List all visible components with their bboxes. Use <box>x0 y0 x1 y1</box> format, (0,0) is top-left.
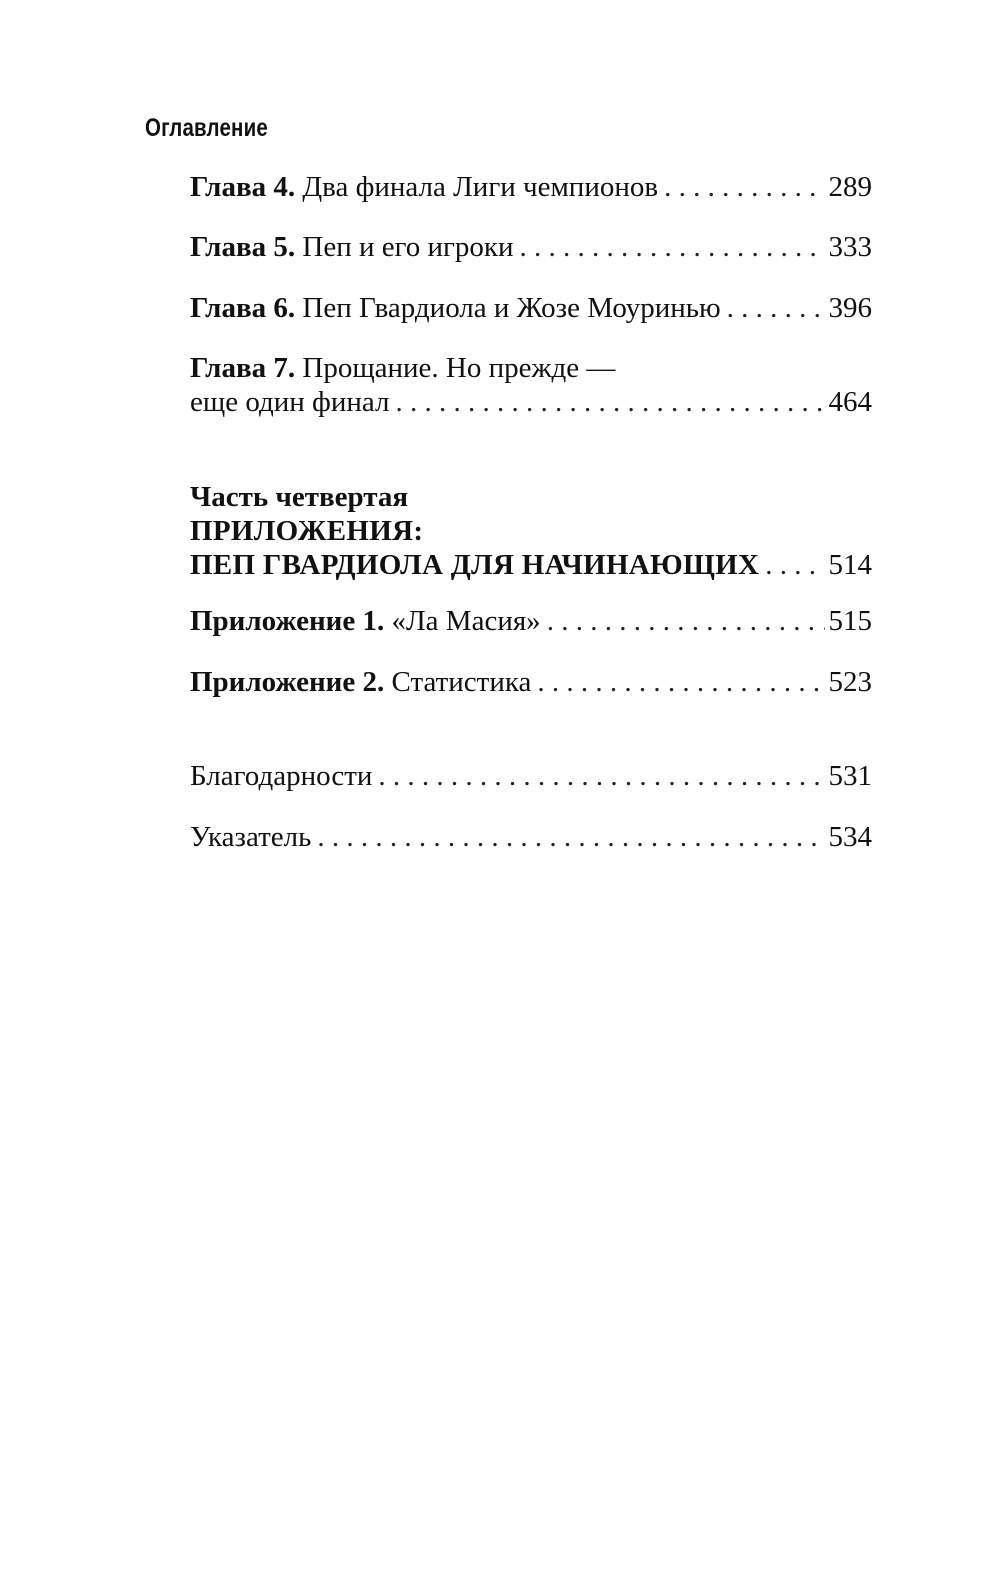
appendix-title: Статистика <box>391 666 532 698</box>
back-matter-title: Указатель <box>190 821 312 853</box>
page-number: 289 <box>828 171 872 203</box>
chapter-title: Два финала Лиги чемпионов <box>302 171 659 203</box>
dot-leader <box>765 548 824 582</box>
chapter-title-line-1: Прощание. Но прежде — <box>302 352 616 384</box>
part-title-line-1: ПРИЛОЖЕНИЯ: <box>190 515 424 547</box>
dot-leader <box>727 291 825 325</box>
page-number: 464 <box>828 386 872 418</box>
part-label: Часть четвертая <box>190 481 409 513</box>
toc-entry-chapter-5[interactable] <box>190 230 872 264</box>
dot-leader <box>664 170 824 204</box>
appendix-label: Приложение 1. <box>190 605 385 637</box>
chapter-label: Глава 5. <box>190 231 296 263</box>
dot-leader <box>317 820 824 854</box>
page-number: 534 <box>828 821 872 853</box>
appendix-title: «Ла Масия» <box>391 605 541 637</box>
toc-entry-acknowledgements[interactable] <box>190 759 872 793</box>
page-number: 531 <box>828 760 872 792</box>
chapter-title: Пеп и его игроки <box>302 231 514 263</box>
toc-entry-chapter-4[interactable] <box>190 170 872 204</box>
page-number: 515 <box>828 605 872 637</box>
running-head: Оглавление <box>145 114 268 142</box>
toc-entry-index[interactable] <box>190 820 872 854</box>
back-matter-title: Благодарности <box>190 760 373 792</box>
chapter-label: Глава 4. <box>190 171 296 203</box>
toc-entry-chapter-7[interactable] <box>190 351 872 419</box>
chapter-title: Пеп Гвардиола и Жозе Моуринью <box>302 292 721 324</box>
dot-leader <box>547 604 825 638</box>
page-number: 514 <box>828 549 872 581</box>
page-number: 523 <box>828 666 872 698</box>
dot-leader <box>520 230 825 264</box>
toc-entry-appendix-1[interactable] <box>190 604 872 638</box>
page-number: 333 <box>828 231 872 263</box>
toc-entry-part-4[interactable] <box>190 480 872 582</box>
part-title-line-2: ПЕП ГВАРДИОЛА ДЛЯ НАЧИНАЮЩИХ <box>190 549 760 581</box>
page-number: 396 <box>828 292 872 324</box>
toc-entry-chapter-6[interactable] <box>190 291 872 325</box>
chapter-label: Глава 7. <box>190 352 296 384</box>
chapter-title-line-2: еще один финал <box>190 386 390 418</box>
dot-leader <box>378 759 824 793</box>
dot-leader <box>395 385 824 419</box>
chapter-label: Глава 6. <box>190 292 296 324</box>
appendix-label: Приложение 2. <box>190 666 385 698</box>
toc-entry-appendix-2[interactable] <box>190 665 872 699</box>
dot-leader <box>537 665 824 699</box>
